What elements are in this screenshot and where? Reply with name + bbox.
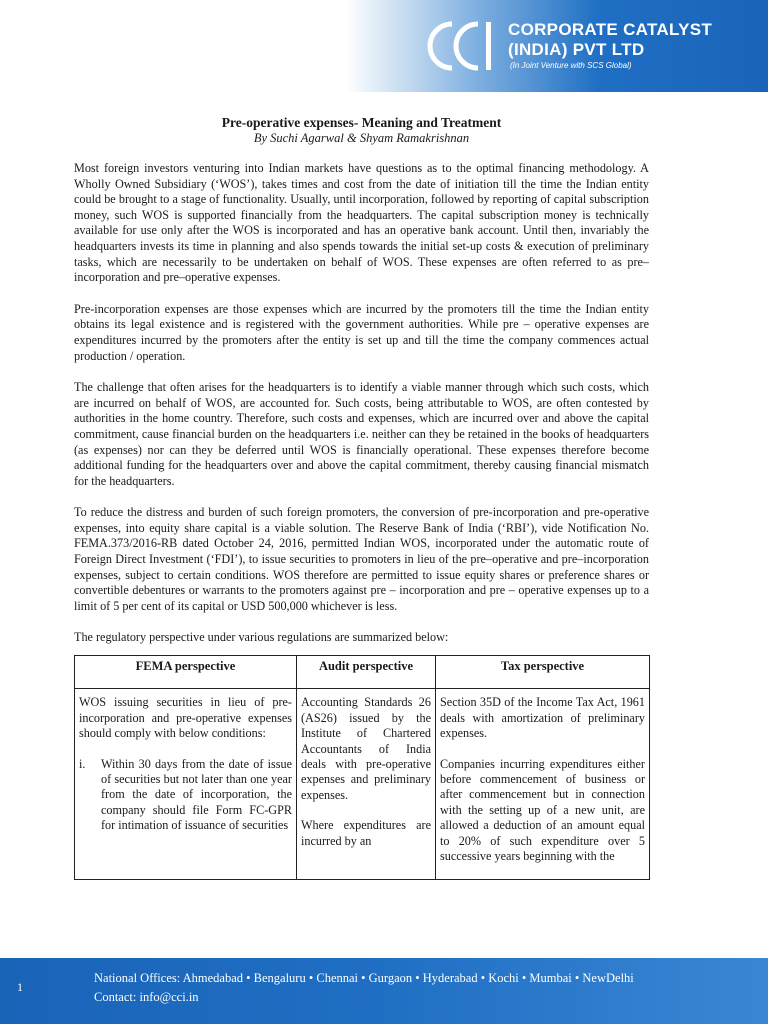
- company-name-line2: (INDIA) PVT LTD: [508, 40, 645, 59]
- office-locations: National Offices: Ahmedabad • Bengaluru • Chennai • Gurgaon • Hyderabad • Kochi • Mumbai • NewDelhi: [94, 971, 634, 985]
- column-header-fema: FEMA perspective: [75, 656, 297, 689]
- table-row: [75, 689, 650, 880]
- article-body: [74, 115, 649, 880]
- tax-paragraph: Companies incurring expenditures either before commencement of business or after commencement but in connection with the setting up of a new unit, are allowed a deduction of an amount equal to 20% of such expenditure over 5 successive years beginning with the: [440, 756, 645, 864]
- paragraph: To reduce the distress and burden of such foreign promoters, the conversion of pre-incorporation and pre-operative expenses, into equity share capital is a viable solution. The Reserve Bank of India (‘RBI’), vide Notification No. FEMA.373/2016-RB dated October 24, 2016, permitted Indian WOS, incorporated under the automatic route of Foreign Direct Investment (‘FDI’), to issue securities to promoters in lieu of the pre–operative and pre–incorporation expenses, subject to certain conditions. WOS therefore are permitted to issue equity shares or preference shares or convertible debentures or warrants to the promoters against pre – incorporation and pre – operative expenses up to a limit of 5 per cent of its capital or USD 500,000 whichever is less.: [74, 505, 649, 613]
- audit-paragraph: Where expenditures are incurred by an: [301, 818, 431, 848]
- article-title: Pre-operative expenses- Meaning and Treatment: [221, 115, 502, 130]
- contact-email: Contact: info@cci.in: [94, 990, 199, 1004]
- item-number: i.: [79, 756, 86, 771]
- article-byline: By Suchi Agarwal & Shyam Ramakrishnan: [253, 131, 470, 145]
- table-header-row: [75, 656, 650, 689]
- item-text: Within 30 days from the date of issue of securities but not later than one year from the date of incorporation, the company should file Form FC-GPR for intimation of issuance of securities: [101, 756, 292, 833]
- page-number: 1: [17, 980, 23, 994]
- audit-cell: [297, 689, 436, 880]
- fema-condition-item: [79, 757, 292, 834]
- letterhead-header: [0, 0, 768, 92]
- audit-paragraph: Accounting Standards 26 (AS26) issued by the Institute of Chartered Accountants of India deals with pre-operative expenses and preliminary expenses.: [301, 695, 431, 802]
- column-header-audit: Audit perspective: [297, 656, 436, 689]
- cci-logo-icon: [422, 16, 500, 76]
- fema-intro: WOS issuing securities in lieu of pre-incorporation and pre-operative expenses should comply with below conditions:: [79, 695, 292, 741]
- tax-cell: [436, 689, 650, 880]
- company-name-line1: CORPORATE CATALYST: [508, 20, 713, 39]
- column-header-tax: Tax perspective: [436, 656, 650, 689]
- company-tagline: (In Joint Venture with SCS Global): [510, 61, 632, 70]
- paragraph: The regulatory perspective under various regulations are summarized below:: [74, 630, 449, 645]
- paragraph: The challenge that often arises for the headquarters is to identify a viable manner through which such costs, which are incurred on behalf of WOS, are accounted for. Such costs, being attributable to WOS, are often contested by authorities in the home country. Therefore, such costs and expenses, which are incurred over and above the capital commitment, cause financial burden on the headquarters i.e. neither can they be retained in the books of headquarters (as expenses) nor can they be deferred until WOS is financially operational. These expenses therefore become additional funding for the headquarters over and above the capital commitment, thereby causing financial mismatch for the headquarters.: [74, 380, 649, 488]
- fema-cell: [75, 689, 297, 880]
- perspective-table: [74, 655, 650, 880]
- paragraph: Pre-incorporation expenses are those expenses which are incurred by the promoters till the time the Indian entity obtains its legal existence and is registered with the government authorities. While pre – operative expenses are expenditures incurred by the promoters after the entity is set up and till the time the company commences actual production / operation.: [74, 301, 649, 363]
- tax-paragraph: Section 35D of the Income Tax Act, 1961 deals with amortization of preliminary expenses.: [440, 695, 645, 741]
- company-logo: [422, 12, 762, 82]
- letterhead-footer: [0, 958, 768, 1024]
- paragraph: Most foreign investors venturing into Indian markets have questions as to the optimal financing methodology. A Wholly Owned Subsidiary (‘WOS’), takes times and cost from the date of initiation till the time the Indian entity could be brought to a stage of functionality. Usually, until incorporation, followed by reporting of capital subscription money, such WOS is supported financially from the headquarters. The capital subscription money is technically available for use only after the WOS is incorporated and has an operative bank account. Until then, invariably the headquarters invests its time in planning and also spends towards the initial set-up costs & execution of preliminary tasks, which are necessarily to be undertaken on behalf of WOS. These expenses are often referred to as pre–incorporation and pre–operative expenses.: [74, 161, 649, 285]
